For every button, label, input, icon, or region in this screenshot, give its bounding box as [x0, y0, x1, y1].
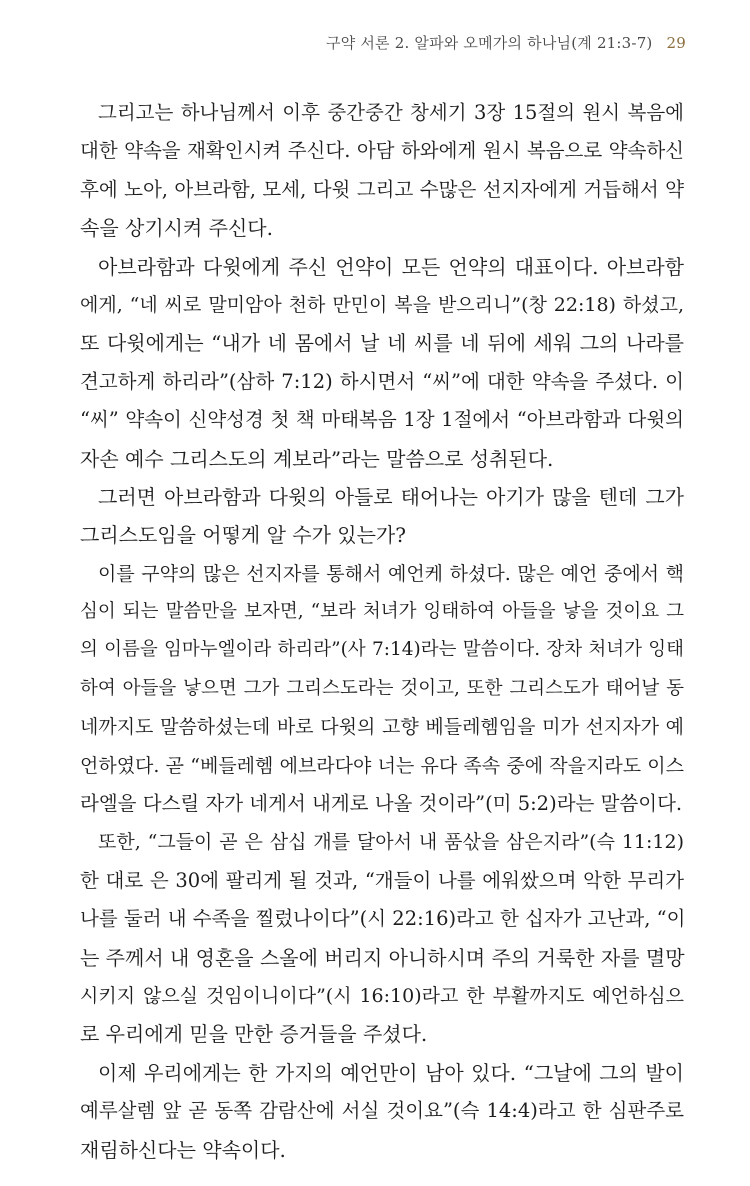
text-line: 이제 우리에게는 한 가지의 예언만이 남아 있다. “그날에 그의 발이 — [98, 1060, 684, 1085]
text-line: 하여 아들을 낳으면 그가 그리스도라는 것이고, 또한 그리스도가 태어날 동 — [80, 677, 684, 699]
body-text — [80, 94, 684, 1169]
text-line: 또 다윗에게는 “내가 네 몸에서 날 네 씨를 네 뒤에 세워 그의 나라를 — [80, 331, 684, 356]
text-line: 그러면 아브라함과 다윗의 아들로 태어나는 아기가 많을 텐데 그가 — [98, 484, 684, 509]
text-line: 한 대로 은 30에 팔리게 될 것과, “개들이 나를 에워쌌으며 악한 무리가 — [80, 868, 684, 892]
text-line: 로 우리에게 믿을 만한 증거들을 주셨다. — [80, 1022, 428, 1047]
running-header — [326, 32, 686, 53]
text-line: 속을 상기시켜 주신다. — [80, 216, 273, 241]
text-line: 대한 약속을 재확인시켜 주신다. 아담 하와에게 원시 복음으로 약속하신 — [80, 139, 684, 163]
text-line: 언하였다. 곧 “베들레헴 에브라다야 너는 유다 족속 중에 작을지라도 이스 — [80, 754, 684, 777]
text-line: 재림하신다는 약속이다. — [80, 1137, 286, 1162]
text-line: 그리스도임을 어떻게 알 수가 있는가? — [80, 523, 406, 548]
text-line: 견고하게 하리라”(삼하 7:12) 하시면서 “씨”에 대한 약속을 주셨다. 이 — [80, 369, 684, 393]
text-line: 또한, “그들이 곧 은 삼십 개를 달아서 내 품삯을 삼은지라”(슥 11:12) — [98, 831, 684, 854]
text-line: 라엘을 다스릴 자가 네게서 내게로 나올 것이라”(미 5:2)라는 말씀이다. — [80, 792, 683, 816]
paragraph — [80, 94, 684, 248]
text-line: 에게, “네 씨로 말미암아 천하 만민이 복을 받으리니”(창 22:18) 하셨고, — [80, 293, 684, 316]
text-line: 자손 예수 그리스도의 계보라”라는 말씀으로 성취된다. — [80, 446, 554, 471]
text-line: 아브라함과 다윗에게 주신 언약이 모든 언약의 대표이다. 아브라함 — [98, 254, 684, 279]
paragraph — [80, 555, 684, 824]
running-title: 구약 서론 2. 알파와 오메가의 하나님(계 21:3-7) — [326, 34, 653, 52]
paragraph — [80, 248, 684, 478]
text-line: 는 주께서 내 영혼을 스올에 버리지 아니하시며 주의 거룩한 자를 멸망 — [80, 945, 685, 970]
text-line: 심이 되는 말씀만을 보자면, “보라 처녀가 잉태하여 아들을 낳을 것이요 그 — [80, 601, 684, 623]
paragraph — [80, 823, 684, 1053]
text-line: 나를 둘러 내 수족을 찔렀나이다”(시 22:16)라고 한 십자가 고난과, “이 — [80, 907, 686, 931]
text-line: 예루살렘 앞 곧 동쪽 감람산에 서실 것이요”(슥 14:4)라고 한 심판주로 — [80, 1099, 684, 1123]
text-line: 후에 노아, 아브라함, 모세, 다윗 그리고 수많은 선지자에게 거듭해서 약 — [80, 177, 684, 201]
text-line: 의 이름을 임마누엘이라 하리라”(사 7:14)라는 말씀이다. 장차 처녀가 잉태 — [80, 639, 684, 661]
paragraph — [80, 478, 684, 555]
paragraph — [80, 1054, 684, 1169]
text-line: 이를 구약의 많은 선지자를 통해서 예언케 하셨다. 많은 예언 중에서 핵 — [98, 562, 684, 585]
text-line: 시키지 않으실 것임이니이다”(시 16:10)라고 한 부활까지도 예언하심으 — [80, 984, 684, 1007]
text-line: “씨” 약속이 신약성경 첫 책 마태복음 1장 1절에서 “아브라함과 다윗의 — [80, 408, 684, 432]
text-line: 네까지도 말씀하셨는데 바로 다윗의 고향 베들레헴임을 미가 선지자가 예 — [80, 716, 684, 739]
text-line: 그리고는 하나님께서 이후 중간중간 창세기 3장 15절의 원시 복음에 — [98, 101, 684, 124]
page-number: 29 — [666, 34, 686, 52]
